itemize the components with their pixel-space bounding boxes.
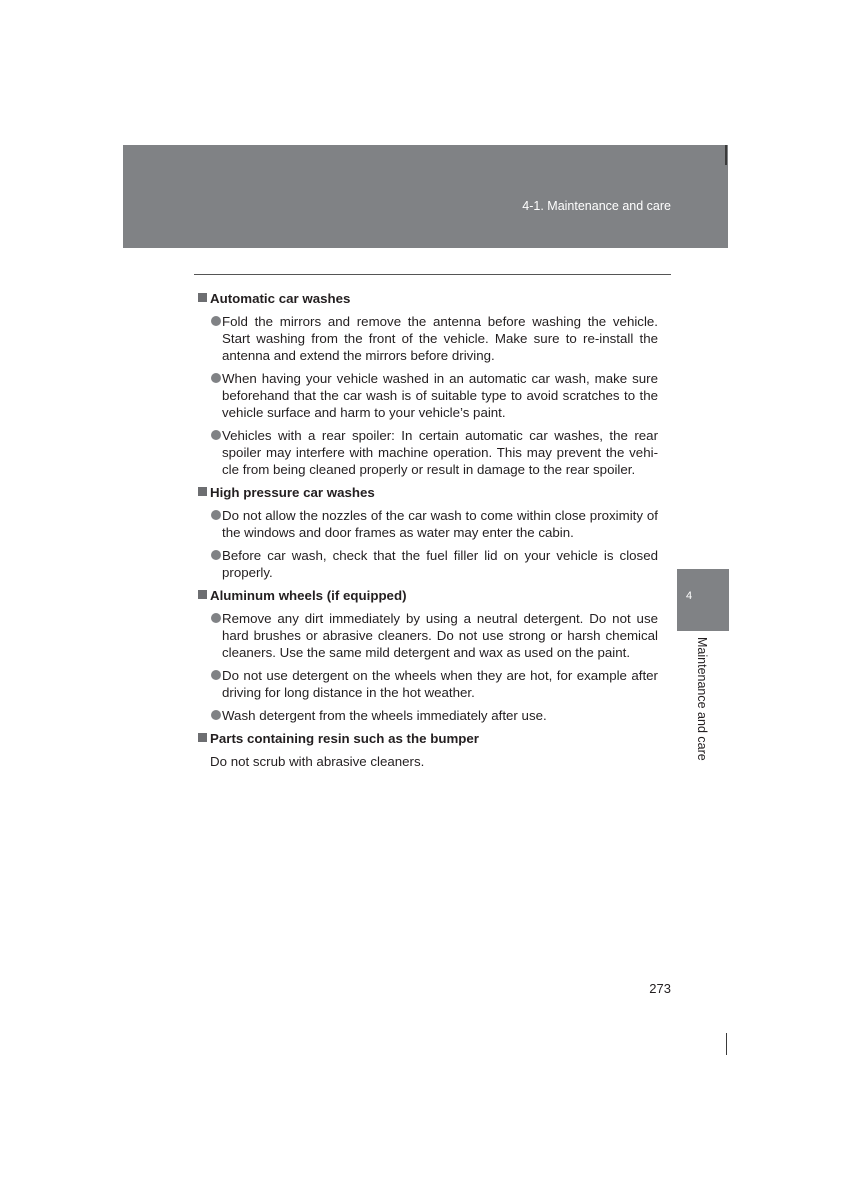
bullet-text: Do not allow the nozzles of the car wash to come within close proximity of the windows and door frames as water may enter the cabin.: [222, 508, 658, 540]
heading-text: Aluminum wheels (if equipped): [210, 588, 407, 603]
section-title: 4-1. Maintenance and care: [522, 199, 671, 213]
list-item: [198, 507, 658, 541]
chapter-label: Maintenance and care: [695, 637, 709, 761]
list-item: [198, 707, 658, 724]
square-bullet-icon: [198, 487, 207, 496]
chapter-number: 4: [686, 590, 693, 602]
circle-bullet-icon: [211, 430, 221, 440]
section-heading: [198, 730, 658, 747]
circle-bullet-icon: [211, 316, 221, 326]
page-content: [198, 290, 658, 776]
list-item: [198, 610, 658, 661]
circle-bullet-icon: [211, 670, 221, 680]
page-number: 273: [649, 981, 671, 996]
header-band: [123, 145, 728, 248]
list-item: [198, 313, 658, 364]
list-item: [198, 427, 658, 478]
square-bullet-icon: [198, 590, 207, 599]
bullet-text: Do not use detergent on the wheels when they are hot, for example after driving for long distance in the hot weather.: [222, 668, 658, 700]
circle-bullet-icon: [211, 510, 221, 520]
footer-crop-mark: [726, 1033, 727, 1055]
square-bullet-icon: [198, 733, 207, 742]
heading-text: High pressure car washes: [210, 485, 375, 500]
header-crop-mark: [725, 145, 727, 165]
bullet-text: Wash detergent from the wheels immediately after use.: [222, 708, 547, 723]
header-rule: [194, 274, 671, 275]
circle-bullet-icon: [211, 373, 221, 383]
circle-bullet-icon: [211, 550, 221, 560]
bullet-text: Vehicles with a rear spoiler: In certain automatic car washes, the rear spoiler may interfere with machine operation. This may prevent the vehicle from being cleaned properly or result in damage to the rear spoiler.: [222, 428, 658, 477]
bullet-text: Before car wash, check that the fuel filler lid on your vehicle is closed properly.: [222, 548, 658, 580]
section-heading: [198, 484, 658, 501]
heading-text: Automatic car washes: [210, 291, 351, 306]
list-item: [198, 667, 658, 701]
list-item: [198, 370, 658, 421]
square-bullet-icon: [198, 293, 207, 302]
bullet-text: When having your vehicle washed in an automatic car wash, make sure beforehand that the car wash is of suitable type to avoid scratches to the vehicle surface and harm to your vehicle’s paint.: [222, 371, 658, 420]
section-heading: [198, 587, 658, 604]
bullet-text: Fold the mirrors and remove the antenna before washing the vehicle. Start washing from the front of the vehicle. Make sure to re-install the antenna and extend the mirrors before driving.: [222, 314, 658, 363]
circle-bullet-icon: [211, 613, 221, 623]
list-item: [198, 547, 658, 581]
heading-text: Parts containing resin such as the bumper: [210, 731, 479, 746]
bullet-text: Remove any dirt immediately by using a neutral detergent. Do not use hard brushes or abrasive cleaners. Do not use strong or harsh chemical cleaners. Use the same mild detergent and wax as used on the paint.: [222, 611, 658, 660]
paragraph: Do not scrub with abrasive cleaners.: [210, 754, 425, 769]
chapter-tab: [677, 569, 729, 631]
circle-bullet-icon: [211, 710, 221, 720]
section-heading: [198, 290, 658, 307]
